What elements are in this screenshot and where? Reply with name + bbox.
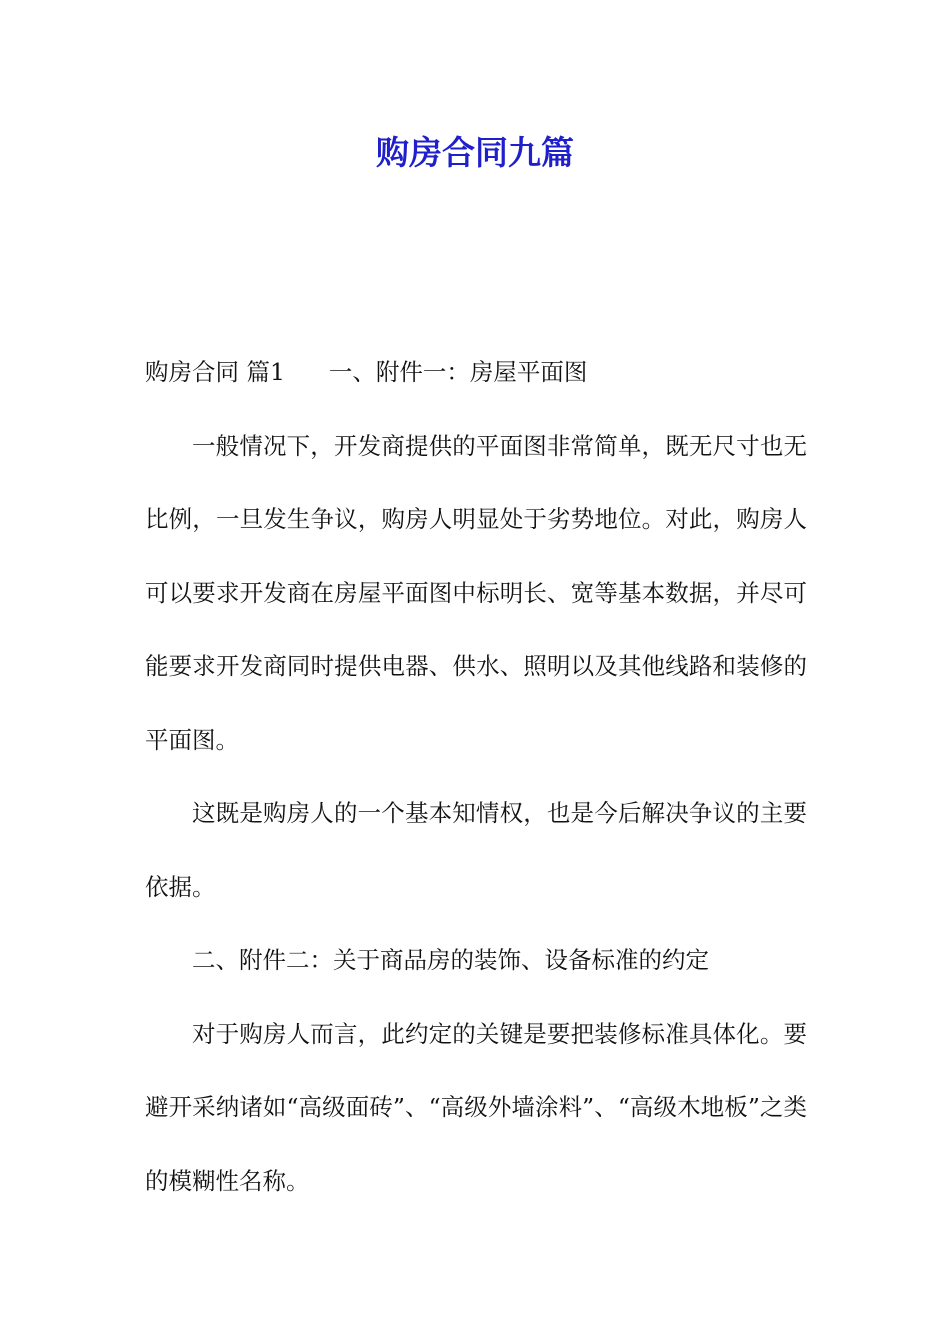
section-heading: 一、附件一：房屋平面图 bbox=[328, 358, 588, 386]
section-heading: 二、附件二：关于商品房的装饰、设备标准的约定 bbox=[192, 946, 709, 974]
body-paragraph: 这既是购房人的一个基本知情权，也是今后解决争议的主要依据。 bbox=[145, 799, 807, 901]
body-paragraph: 对于购房人而言，此约定的关键是要把装修标准具体化。要避开采纳诸如“高级面砖”、“高级外墙涂料”、“高级木地板”之类的模糊性名称。 bbox=[145, 1019, 807, 1195]
body-paragraph: 一般情况下，开发商提供的平面图非常简单，既无尺寸也无比例，一旦发生争议，购房人明显处于劣势地位。对此，购房人可以要求开发商在房屋平面图中标明长、宽等基本数据，并尽可能要求开发商同时提供电器、供水、照明以及其他线路和装修的平面图。 bbox=[145, 431, 807, 754]
document-title: 购房合同九篇 bbox=[376, 133, 574, 172]
document-body bbox=[145, 336, 807, 1218]
heading-line bbox=[145, 336, 807, 410]
article-heading: 购房合同 篇1 bbox=[145, 358, 285, 386]
